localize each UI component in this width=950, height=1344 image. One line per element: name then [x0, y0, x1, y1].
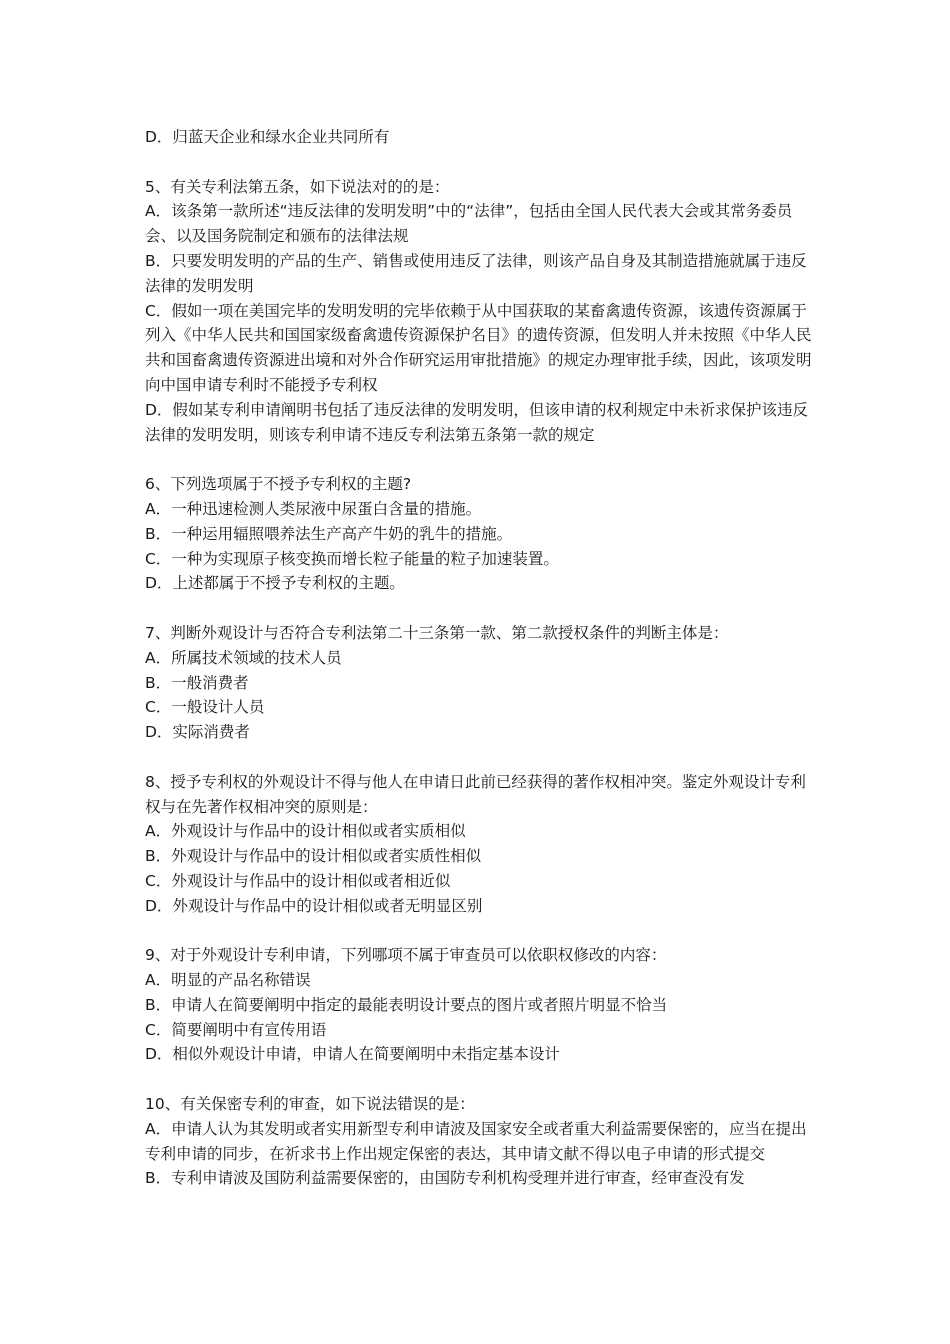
option-d: D．相似外观设计申请，申请人在简要阐明中未指定基本设计: [145, 1045, 560, 1064]
question-title: 6、下列选项属于不授予专利权的主题?: [145, 475, 412, 494]
question-10: [145, 1092, 813, 1191]
question-8: [145, 770, 813, 919]
option-b: B．申请人在简要阐明中指定的最能表明设计要点的图片或者照片明显不恰当: [145, 995, 668, 1014]
question-5: [145, 175, 813, 448]
paragraph-gap: [145, 447, 813, 472]
paragraph-gap: [145, 919, 813, 944]
question-title: 5、有关专利法第五条，如下说法对的的是：: [145, 177, 450, 196]
question-title: 9、对于外观设计专利申请，下列哪项不属于审查员可以依职权修改的内容：: [145, 946, 667, 965]
option-b: B．只要发明发明的产品的生产、销售或使用违反了法律，则该产品自身及其制造措施就属于违反法律的发明发明: [145, 251, 807, 295]
option-b: B．一种运用辐照喂养法生产高产牛奶的乳牛的措施。: [145, 524, 513, 543]
option-c: C．简要阐明中有宣传用语: [145, 1020, 327, 1039]
option-a: A．明显的产品名称错误: [145, 971, 311, 990]
option-a: A．外观设计与作品中的设计相似或者实质相似: [145, 822, 466, 841]
option-b: B．一般消费者: [145, 673, 249, 692]
option-a: A．所属技术领域的技术人员: [145, 648, 342, 667]
option-a: A．申请人认为其发明或者实用新型专利申请波及国家安全或者重大利益需要保密的，应当在提出专利申请的同步，在祈求书上作出规定保密的表达，其申请文献不得以电子申请的形式提交: [145, 1119, 807, 1163]
document-body: [145, 125, 813, 1191]
question-title: 8、授予专利权的外观设计不得与他人在申请日此前已经获得的著作权相冲突。鉴定外观设计专利权与在先著作权相冲突的原则是：: [145, 772, 806, 816]
option-c: C．一般设计人员: [145, 698, 265, 717]
lead-option-d: D．归蓝天企业和绿水企业共同所有: [145, 128, 390, 146]
question-title: 10、有关保密专利的审查，如下说法错误的是：: [145, 1095, 475, 1114]
paragraph-gap: [145, 150, 813, 175]
option-c: C．假如一项在美国完毕的发明发明的完毕依赖于从中国获取的某畜禽遗传资源，该遗传资源属于列入《中华人民共和国国家级畜禽遗传资源保护名目》的遗传资源，但发明人并未按照《中华人民共和国畜禽遗传资源进出境和对外合作研究运用审批措施》的规定办理审批手续，因此，该项发明向中国申请专利时不能授予专利权: [145, 301, 812, 394]
option-d: D．假如某专利申请阐明书包括了违反法律的发明发明，但该申请的权利规定中未祈求保护该违反法律的发明发明，则该专利申请不违反专利法第五条第一款的规定: [145, 400, 808, 444]
question-title: 7、判断外观设计与否符合专利法第二十三条第一款、第二款授权条件的判断主体是：: [145, 623, 729, 642]
question-6: [145, 472, 813, 596]
option-b: B．专利申请波及国防利益需要保密的，由国防专利机构受理并进行审查，经审查没有发: [145, 1169, 745, 1188]
paragraph-gap: [145, 745, 813, 770]
option-a: A．该条第一款所述“违反法律的发明发明”中的“法律”，包括由全国人民代表大会或其常务委员会、以及国务院制定和颁布的法律法规: [145, 202, 793, 246]
option-d: D．实际消费者: [145, 723, 250, 742]
paragraph-gap: [145, 1067, 813, 1092]
option-c: C．外观设计与作品中的设计相似或者相近似: [145, 871, 451, 890]
option-d: D．上述都属于不授予专利权的主题。: [145, 574, 405, 593]
paragraph-gap: [145, 596, 813, 621]
question-7: [145, 621, 813, 745]
option-d: D．外观设计与作品中的设计相似或者无明显区别: [145, 896, 483, 915]
option-a: A．一种迅速检测人类尿液中尿蛋白含量的措施。: [145, 499, 482, 518]
option-b: B．外观设计与作品中的设计相似或者实质性相似: [145, 847, 482, 866]
option-c: C．一种为实现原子核变换而增长粒子能量的粒子加速装置。: [145, 549, 559, 568]
question-9: [145, 943, 813, 1067]
